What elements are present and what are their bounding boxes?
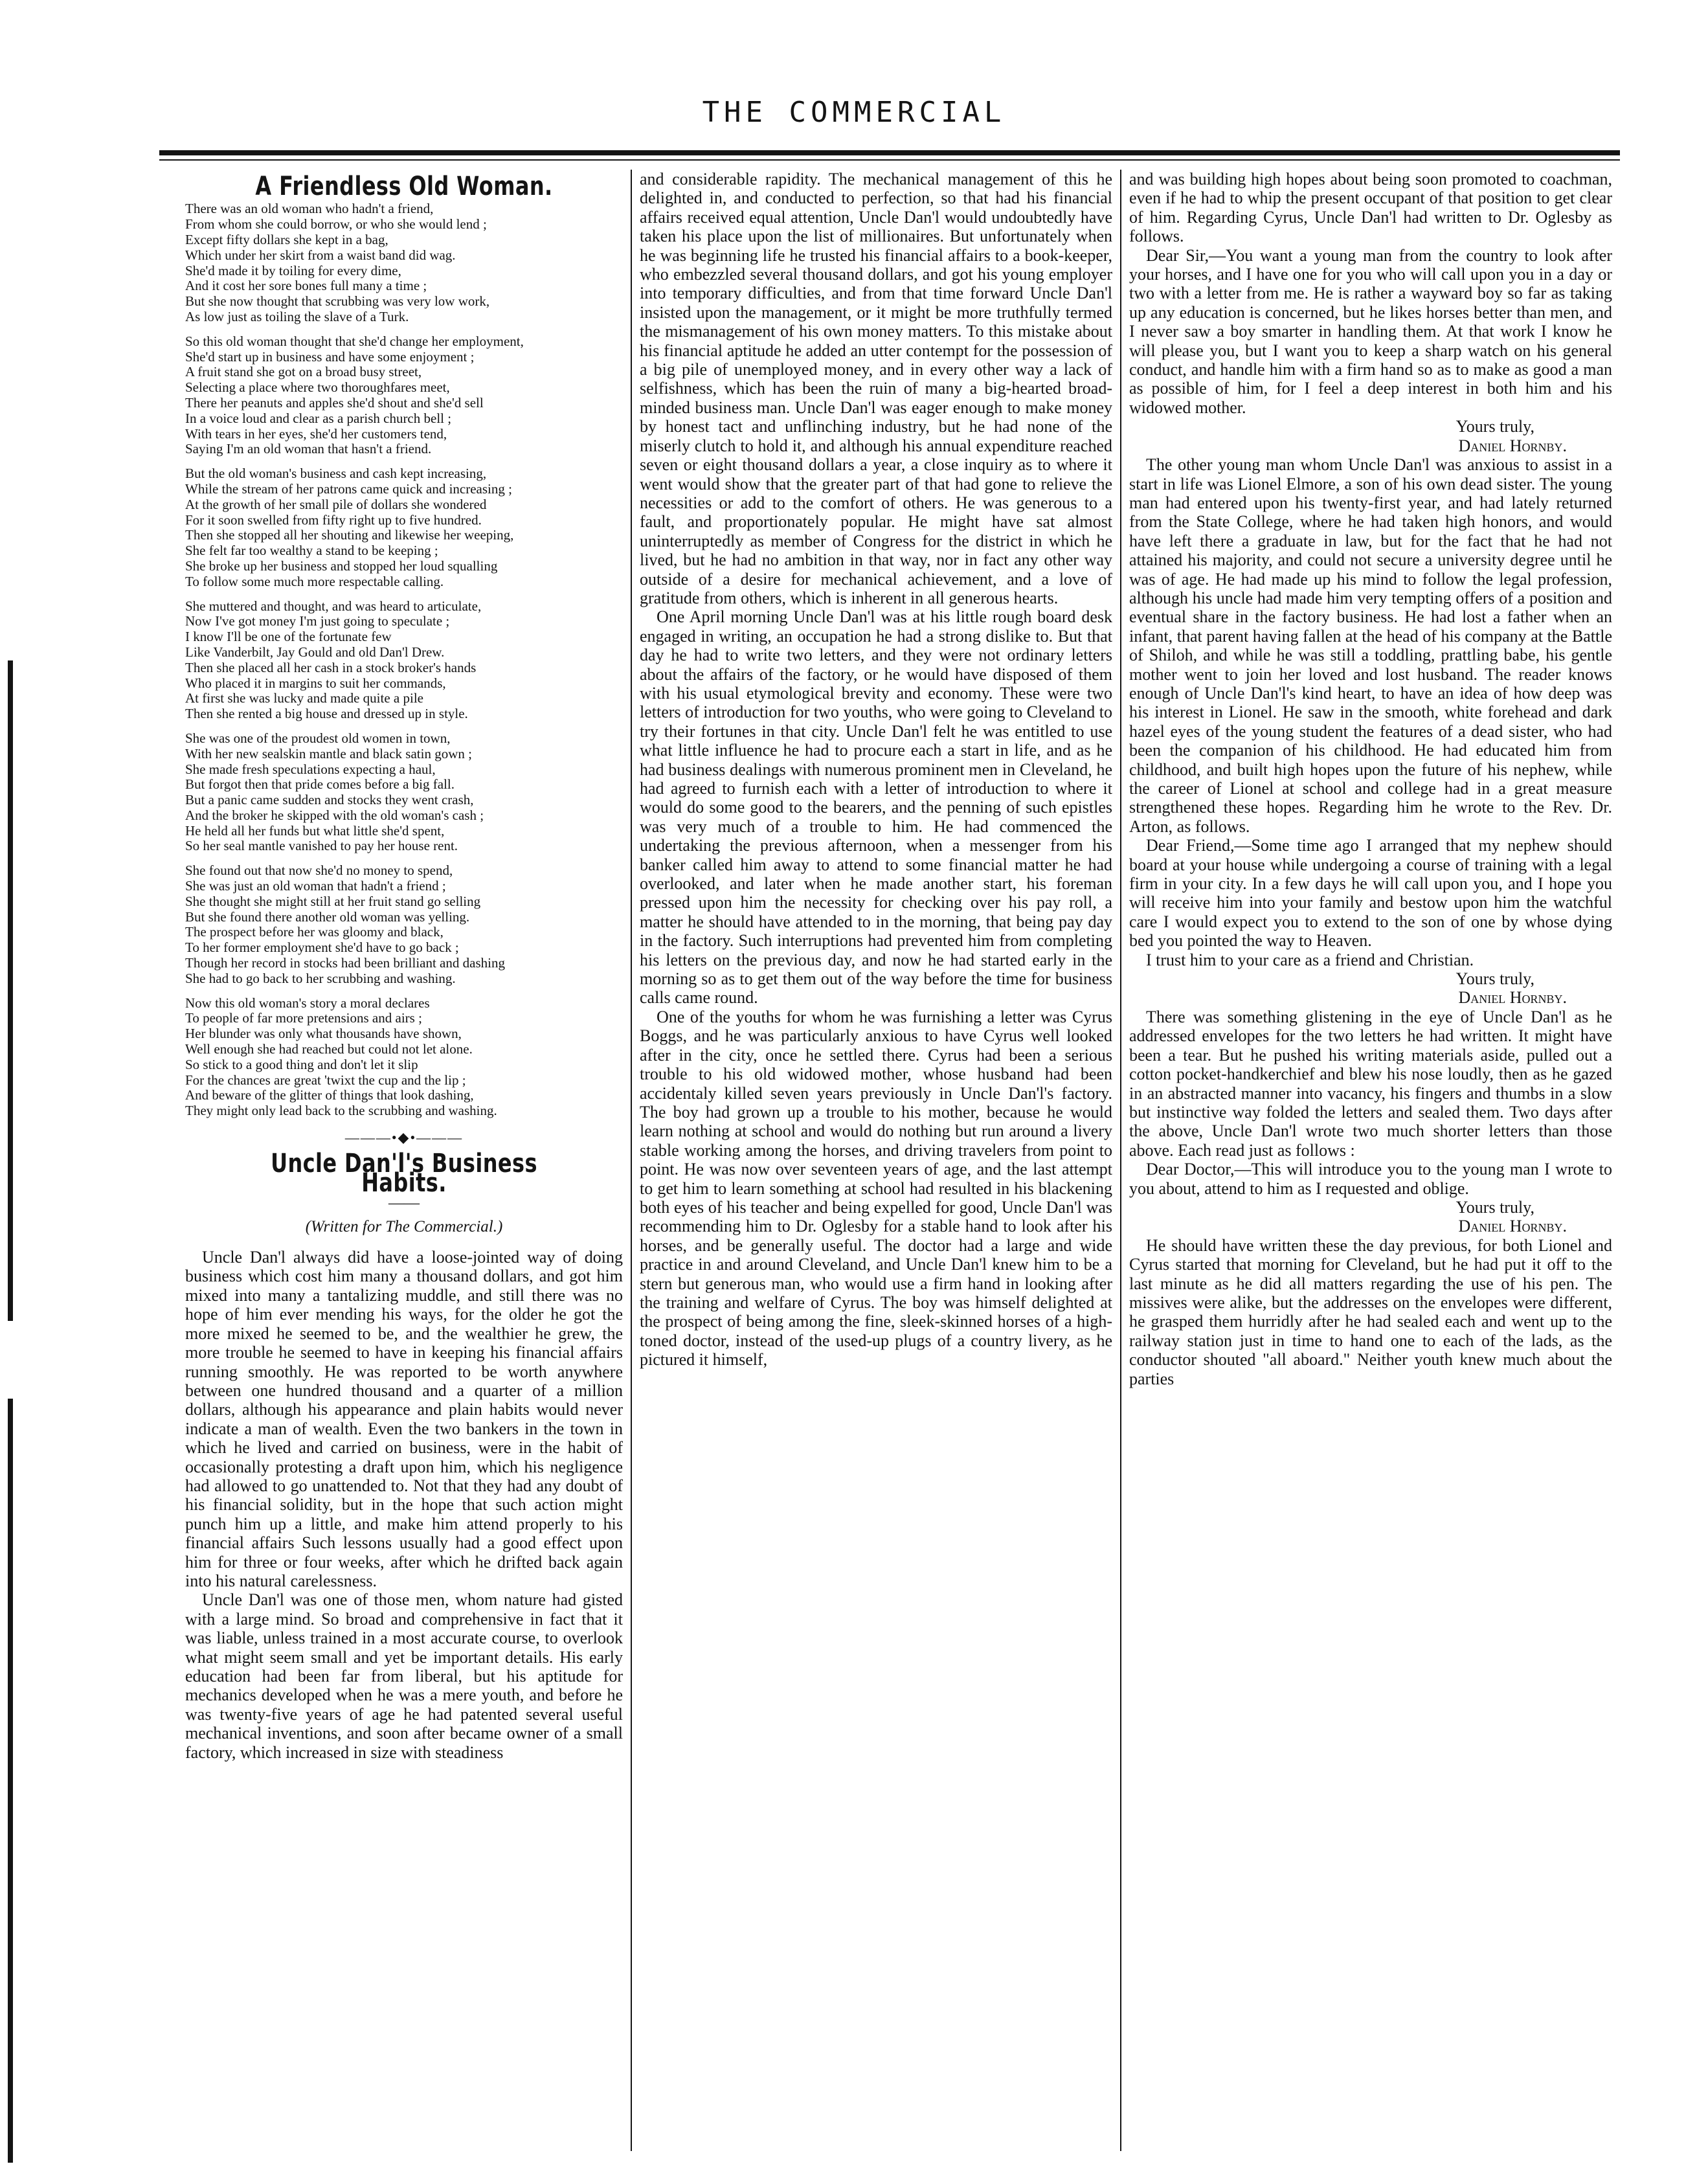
poem-line: At first she was lucky and made quite a pile <box>185 690 423 706</box>
letter-signature: Daniel Hornby. <box>1458 1217 1567 1236</box>
poem-stanza <box>185 599 623 722</box>
poem-line: To her former employment she'd have to go back ; <box>185 940 459 956</box>
poem-line: At the growth of her small pile of dollars she wondered <box>185 496 487 512</box>
poem-line: But the old woman's business and cash kept increasing, <box>185 466 487 482</box>
poem-line: He held all her funds but what little she'd spent, <box>185 822 445 839</box>
poem-stanza <box>185 863 623 986</box>
poem-line: She was one of the proudest old women in town, <box>185 730 451 746</box>
poem-line: The prospect before her was gloomy and black, <box>185 924 444 940</box>
story-paragraph: and was building high hopes about being soon promoted to coachman, even if he had to whip the present occupant of that position to get clear of him. Regarding Cyrus, Uncle Dan'l had written to Dr. Oglesby as follows. <box>1129 170 1612 246</box>
poem-stanza <box>185 334 623 457</box>
poem-line: While the stream of her patrons came quick and increasing ; <box>185 480 512 497</box>
poem-line: So her seal mantle vanished to pay her house rent. <box>185 838 458 854</box>
poem-line: But she found there another old woman was yelling. <box>185 908 470 925</box>
poem-line: And it cost her sore bones full many a time ; <box>185 278 427 294</box>
poem-line: Then she rented a big house and dressed up in style. <box>185 706 468 722</box>
page-edge-mark-lower <box>8 1399 13 2163</box>
poem-line: Though her record in stocks had been brilliant and dashing <box>185 955 505 971</box>
poem-line: She was just an old woman that hadn't a friend ; <box>185 878 446 894</box>
poem-line: They might only lead back to the scrubbing and washing. <box>185 1103 497 1119</box>
poem-line: She'd start up in business and have some enjoyment ; <box>185 348 475 365</box>
poem-line: As low just as toiling the slave of a Turk. <box>185 308 409 324</box>
story-paragraph: Uncle Dan'l always did have a loose-jointed way of doing business which cost him many a thousand dollars, and got him mixed into many a tantalizing muddle, and still there was no hope of him ever mending his ways, for the older he got the more mixed he seemed to be, and the wealthier he grew, the more trouble he seemed to have in keeping his financial affairs running smoothly. He was reported to be worth anywhere between one hundred thousand and a quarter of a million dollars, although his appearance and plain habits would never indicate a man of wealth. Even the two bankers in the town in which he lived and carried on business, were in the habit of occasionally protesting a draft upon him, which his negligence had allowed to go unattended to. Not that they had any doubt of his financial solidity, but in the hope that such action might punch him up a little, and make him attend properly to his financial affairs Such lessons usually had a good effect upon him for three or four weeks, after which he drifted back again into his natural carelessness. <box>185 1248 623 1590</box>
poem-line: She muttered and thought, and was heard to articulate, <box>185 598 482 614</box>
poem-stanza <box>185 996 623 1119</box>
poem-line: Well enough she had reached but could not let alone. <box>185 1041 473 1057</box>
poem-line: Saying I'm an old woman that hasn't a friend. <box>185 441 432 457</box>
headline-separator: —— <box>388 1195 420 1212</box>
letter-signature: Daniel Hornby. <box>1458 988 1567 1008</box>
poem-line: She felt far too wealthy a stand to be keeping ; <box>185 543 438 559</box>
poem-line: Who placed it in margins to suit her commands, <box>185 675 446 691</box>
poem-line: Then she placed all her cash in a stock broker's hands <box>185 659 477 675</box>
poem-line: So stick to a good thing and don't let it slip <box>185 1056 418 1072</box>
story-paragraph: One April morning Uncle Dan'l was at his little rough board desk engaged in writing, an occupation he had a strong dislike to. But that day he had to write two letters, and they were not ordinary letters about the affairs of the factory, or he would have disposed of them with his usual etymological brevity and economy. These were two letters of introduction for two youths, who were going to Cleveland to try their fortunes in that city. Uncle Dan'l felt he was entitled to use what little influence he had to procure each a start in life, and as he had business dealings with numerous prominent men in Cleveland, he had agreed to furnish each with a letter of introduction to where it would do some good to the bearers, and the penning of such epistles was very much of a trouble to him. He had commenced the undertaking the previous afternoon, when a messenger from his banker called him away to attend to some financial matter he had overlooked, and later when he made another start, his foreman pressed upon him the necessity for checking over his pay roll, a matter he should have attended to in the morning, that being pay day in the factory. Such interruptions had prevented him from completing his letters on the previous day, and now he had started early in the morning so as to get them out of the way before the time for business calls came round. <box>640 607 1112 1008</box>
poem-headline: A Friendless Old Woman. <box>255 172 553 201</box>
poem-line: So this old woman thought that she'd change her employment, <box>185 333 524 349</box>
poem-line: But she now thought that scrubbing was very low work, <box>185 293 490 310</box>
poem-line: I know I'll be one of the fortunate few <box>185 629 392 645</box>
column-3 <box>1129 170 1612 2151</box>
poem-line: Now this old woman's story a moral declares <box>185 995 430 1011</box>
poem-line: Her blunder was only what thousands have shown, <box>185 1026 462 1042</box>
poem-line: But forgot then that pride comes before a big fall. <box>185 776 455 793</box>
letter-to-arton: Dear Friend,—Some time ago I arranged that my nephew should board at your house while undergoing a course of training with a legal firm in your city. In a few days he will call upon you, and I hope you will receive him into your family and bestow upon him the watchful care I would expect you to extend to the son of one by whose dying bed you pointed the way to Heaven. <box>1129 836 1612 951</box>
poem-line: She had to go back to her scrubbing and washing. <box>185 970 456 986</box>
poem-line: She broke up her business and stopped her loud squalling <box>185 558 498 574</box>
page-edge-mark <box>8 660 13 1321</box>
story-paragraph: There was something glistening in the eye of Uncle Dan'l as he addressed envelopes for the two letters he had written. It might have been a tear. But he pushed his writing materials aside, pulled out a cotton pocket-handkerchief and blew his nose loudly, then as he gazed in an abstracted manner into vacancy, his fingers and thumbs in a slow but instinctive way folded the letters and sealed them. Two days after the above, Uncle Dan'l wrote two much shorter letters than those above. Each read just as follows : <box>1129 1007 1612 1160</box>
poem-line: She made fresh speculations expecting a haul, <box>185 761 436 777</box>
poem-stanza <box>185 466 623 589</box>
poem-line: For it soon swelled from fifty right up to five hundred. <box>185 512 482 528</box>
poem-line: And the broker he skipped with the old woman's cash ; <box>185 807 484 823</box>
poem-stanza <box>185 731 623 854</box>
poem-line: With her new sealskin mantle and black satin gown ; <box>185 745 472 761</box>
column-1 <box>185 170 623 2151</box>
ornament-divider: ———•◆•——— <box>344 1129 464 1146</box>
column-divider-2 <box>1120 170 1121 2151</box>
letter-closing: Yours truly, <box>1455 969 1534 989</box>
poem-line: Then she stopped all her shouting and likewise her weeping, <box>185 527 514 543</box>
story-headline: Uncle Dan'l's Business Habits. <box>271 1149 537 1198</box>
poem-line: From whom she could borrow, or who she would lend ; <box>185 216 487 232</box>
poem-line: There was an old woman who hadn't a friend, <box>185 201 434 217</box>
poem-stanza <box>185 201 623 324</box>
poem-line: There her peanuts and apples she'd shout and she'd sell <box>185 394 484 411</box>
story-paragraph: and considerable rapidity. The mechanical management of this he delighted in, and conducted to perfection, so that had his financial affairs received equal attention, Uncle Dan'l would undoubtedly have taken his place upon the list of millionaires. But unfortunately when he was beginning life he trusted his financial affairs to a book-keeper, who embezzled several thousand dollars, and got his young employer into temporary difficulties, and from that time forward Uncle Dan'l insisted upon the management, or it might be more truthfully termed the mismanagement of his own money matters. To this mistake about his financial aptitude he added an utter contempt for the possession of a big pile of unemployed money, and in every other way a lack of selfishness, which has been the ruin of many a big-hearted broad-minded business man. Uncle Dan'l was eager enough to make money by honest tact and unflinching industry, but he had none of the miserly clutch to hold it, and although his annual expenditure reached seven or eight thousand dollars a year, a close inquiry as to where it went would show that the greater part of that had gone to relieve the necessities or add to the comfort of others. He was generous to a fault, and proportionately popular. He might have sat almost uninterruptedly as member of Congress for the district in which he lived, but he had no ambition in that way, nor in fact any other way outside of a desire for mechanical achievement, and a love of gratitude from others, which is inherent in all generous hearts. <box>640 170 1112 607</box>
letter-to-doctor: Dear Doctor,—This will introduce you to the young man I wrote to you about, attend to him as I requested and oblige. <box>1129 1160 1612 1198</box>
poem-line: And beware of the glitter of things that look dashing, <box>185 1087 474 1103</box>
poem-line: A fruit stand she got on a broad busy street, <box>185 364 422 380</box>
poem-line: Which under her skirt from a waist band did wag. <box>185 247 456 263</box>
poem-line: To people of far more pretensions and airs ; <box>185 1010 422 1026</box>
story-paragraph: Uncle Dan'l was one of those men, whom nature had gisted with a large mind. So broad and comprehensive in fact that it was liable, unless trained in a most accurate course, to overlook what might seem small and yet be important details. His early education had been far from liberal, but his aptitude for mechanics developed when he was a mere youth, and before he was twenty-five years of age he had patented several useful mechanical inventions, and soon after became owner of a small factory, which increased in size with steadiness <box>185 1590 623 1762</box>
story-paragraph: One of the youths for whom he was furnishing a letter was Cyrus Boggs, and he was particularly anxious to have Cyrus well looked after in the city, once he settled there. Cyrus had been a serious trouble to his old widowed mother, whose husband had been accidentaly killed seven years previously in Uncle Dan'l's factory. The boy had grown up a trouble to his mother, because he would learn nothing at school and would do nothing but run around a livery stable working among the horses, and driving travelers from point to point. He was now over seventeen years of age, and the last attempt to get him to learn something at school had resulted in his blackening both eyes of his teacher and being expelled for good, Uncle Dan'l was recommending him to Dr. Oglesby for a stable hand to look after his horses, and be generally useful. The doctor had a large and wide practice in and around Cleveland, and Uncle Dan'l knew him to be a stern but generous man, who would use a firm hand in looking after the training and welfare of Cyrus. The boy was himself delighted at the prospect of being among the fine, sleek-skinned horses of a high-toned doctor, instead of the used-up plugs of a country livery, as he pictured it himself, <box>640 1007 1112 1369</box>
column-divider-1 <box>631 170 632 2151</box>
poem-line: Now I've got money I'm just going to speculate ; <box>185 613 450 629</box>
poem-line: In a voice loud and clear as a parish church bell ; <box>185 410 452 426</box>
masthead-title: THE COMMERCIAL <box>702 96 1006 129</box>
letter-to-arton-cont: I trust him to your care as a friend and Christian. <box>1146 950 1474 969</box>
poem-line: For the chances are great 'twixt the cup and the lip ; <box>185 1072 466 1088</box>
masthead-rule-thin <box>159 159 1620 161</box>
poem-line: She'd made it by toiling for every dime, <box>185 262 401 278</box>
story-byline: (Written for The Commercial.) <box>305 1217 503 1235</box>
letter-closing: Yours truly, <box>1455 417 1534 436</box>
poem-line: Except fifty dollars she kept in a bag, <box>185 232 388 247</box>
poem-line: Selecting a place where two thoroughfares meet, <box>185 379 450 396</box>
poem-line: Like Vanderbilt, Jay Gould and old Dan'l Drew. <box>185 644 445 660</box>
poem-body <box>185 201 623 1119</box>
poem-line: She thought she might still at her fruit stand go selling <box>185 893 481 909</box>
letter-to-oglesby: Dear Sir,—You want a young man from the country to look after your horses, and I have one for you who will call upon you in a day or two with a letter from me. He is rather a wayward boy so far as taking up any education is concerned, but he likes horses better than men, and I never saw a boy smarter in handling them. At that work I know he will please you, but I want you to keep a sharp watch on his general conduct, and handle him with a firm hand so as to make as good a man as possible of him, for I feel a deep interest in both him and his widowed mother. <box>1129 245 1612 417</box>
column-2 <box>640 170 1112 2151</box>
masthead-rule-thick <box>159 150 1620 155</box>
story-paragraph: He should have written these the day previous, for both Lionel and Cyrus started that morning for Cleveland, but he had put it off to the last minute as he did all matters regarding the use of his pen. The missives were alike, but the addresses on the envelopes were different, he grasped them hurridly after he had sealed each and went up to the railway station just in time to hand one to each of the lads, as the conductor shouted "all aboard." Neither youth knew much about the parties <box>1129 1235 1612 1388</box>
poem-line: With tears in her eyes, she'd her customers tend, <box>185 425 447 442</box>
letter-closing: Yours truly, <box>1455 1197 1534 1217</box>
letter-signature: Daniel Hornby. <box>1458 436 1567 455</box>
story-paragraph: The other young man whom Uncle Dan'l was anxious to assist in a start in life was Lionel Elmore, a son of his own dead sister. The young man had entered upon his twenty-first year, and had lately returned from the State College, where he had taken high honors, and would have left there a graduate in law, but for the fact that he had not attained his majority, and could not secure a university degree until he was of age. He had made up his mind to follow the legal profession, although his uncle had made him very tempting offers of a position and eventual share in the factory business. He had lost a father when an infant, that parent having fallen at the head of his company at the Battle of Shiloh, and while he was still a toddling, prattling babe, his gentle mother went to join her loved and lost husband. The reader knows enough of Uncle Dan'l's kind heart, to have an idea of how deep was his interest in Lionel. He saw in the smooth, white forehead and dark hazel eyes of the young student the features of a dead sister, who had been the companion of his childhood. He had educated him from childhood, and built high hopes upon the future of his nephew, while the career of Lionel at school and college had in a great measure strengthened these hopes. Regarding him he wrote to the Rev. Dr. Arton, as follows. <box>1129 455 1612 836</box>
poem-line: But a panic came sudden and stocks they went crash, <box>185 792 474 808</box>
poem-line: She found out that now she'd no money to spend, <box>185 862 453 879</box>
poem-line: To follow some much more respectable calling. <box>185 573 444 589</box>
